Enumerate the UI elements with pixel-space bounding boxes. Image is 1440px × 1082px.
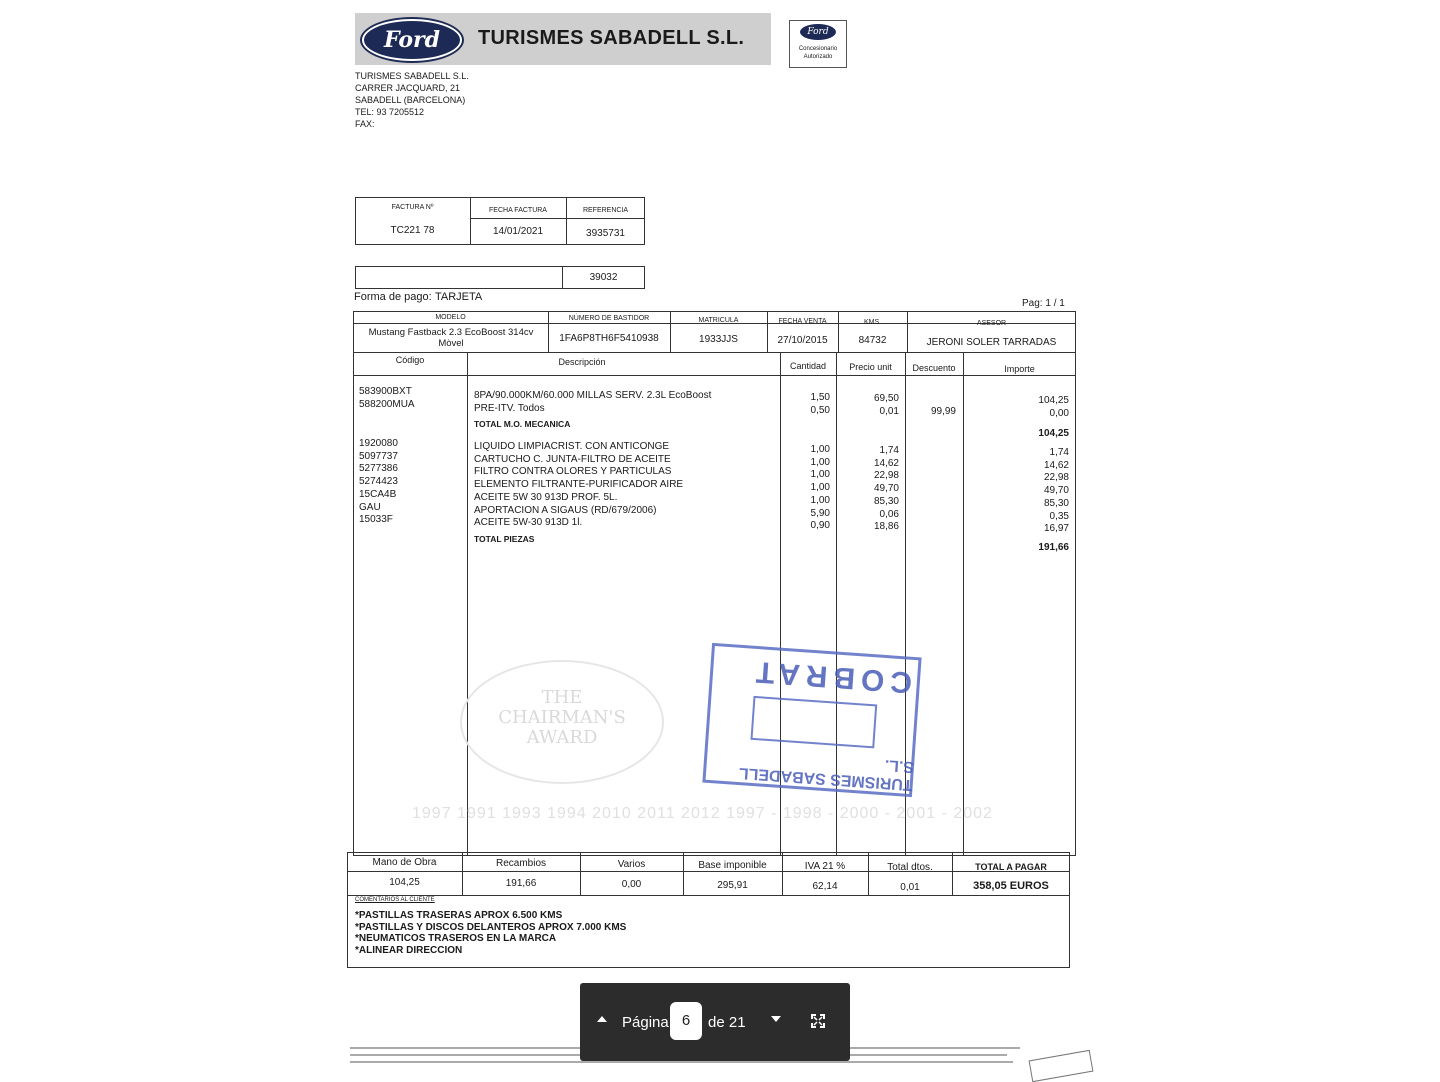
recambios-total: 191,66	[505, 878, 537, 889]
total-pagar: 358,05 EUROS	[973, 880, 1049, 892]
mo-descuento: 99,99	[930, 406, 956, 417]
factura-number: TC221 78	[390, 225, 435, 236]
piezas-descripciones: LIQUIDO LIMPIACRIST. CON ANTICONGE CARTUCHO C. JUNTA-FILTRO DE ACEITE FILTRO CONTRA OLORES Y PARTICULAS ELEMENTO FILTRANTE-PURIFICADOR AIRE ACEITE 5W 30 913D PROF. 5L. APORTACION A SIGAUS (RD/679/2006) ACEITE 5W-30 913D 1l.	[474, 441, 684, 529]
total-dtos: 0,01	[900, 882, 920, 893]
company-address: TURISMES SABADELL S.L. CARRER JACQUARD, 21 SABADELL (BARCELONA) TEL: 93 7205512 FAX:	[355, 71, 469, 129]
forma-pago-label: Forma de pago:	[354, 291, 432, 303]
fecha-venta-label: FECHA VENTA	[778, 318, 827, 325]
iva-total: 62,14	[812, 881, 838, 892]
chairmans-award-watermark	[460, 660, 664, 784]
fecha-venta: 27/10/2015	[777, 335, 828, 346]
dealer-badge-caption: Concesionario Autorizado	[798, 46, 838, 60]
mo-total: 104,25	[1038, 428, 1069, 439]
col-descuento-header: Descuento	[912, 363, 956, 373]
company-title: TURISMES SABADELL S.L.	[478, 27, 745, 49]
piezas-cantidades: 1,00 1,00 1,00 1,00 1,00 5,90 0,90	[810, 444, 830, 532]
ford-small-logo: Ford	[800, 24, 836, 40]
col-importe-header: Importe	[1004, 364, 1035, 374]
stamp-company-text: TURISMES SABADELL S.L.	[738, 756, 915, 794]
chevron-up-icon[interactable]	[594, 1011, 610, 1027]
mo-importes: 104,25 0,00	[1038, 395, 1069, 419]
piezas-codigos: 1920080 5097737 5277386 5274423 15CA4B GAU 15033F	[359, 438, 398, 526]
factura-label: FACTURA Nº	[391, 204, 434, 211]
base-imponible-label: Base imponible	[698, 860, 767, 871]
kms: 84732	[858, 335, 887, 346]
referencia: 3935731	[586, 228, 625, 239]
col-descripcion-header: Descripción	[558, 357, 606, 367]
asesor-label: ASESOR	[976, 320, 1007, 327]
mo-total-label: TOTAL M.O. MECANICA	[474, 419, 571, 429]
client-comments: *PASTILLAS TRASERAS APROX 6.500 KMS *PASTILLAS Y DISCOS DELANTEROS APROX 7.000 KMS *NEUMATICOS TRASEROS EN LA MARCA *ALINEAR DIRECCION	[355, 910, 627, 956]
page-navigation-toolbar	[580, 983, 850, 1061]
bastidor: 1FA6P8TH6F5410938	[559, 333, 659, 344]
dealer-badge	[789, 20, 847, 68]
recambios-label: Recambios	[495, 858, 547, 869]
mano-obra-total: 104,25	[389, 877, 420, 888]
ford-logo	[362, 19, 462, 61]
corner-stamp	[1029, 1050, 1094, 1082]
ford-logo-text: Ford	[383, 27, 441, 53]
fecha-factura: 14/01/2021	[492, 226, 544, 237]
page-counter: Pag: 1 / 1	[1022, 298, 1065, 309]
varios-label: Varios	[617, 859, 646, 870]
page-label: Página	[622, 1014, 669, 1031]
page-number-input[interactable]: 6	[670, 1002, 702, 1040]
award-text: THE CHAIRMAN'S AWARD	[498, 687, 626, 748]
col-precio-header: Precio unit	[849, 362, 892, 372]
comments-label: COMENTARIOS AL CLIENTE	[355, 897, 435, 903]
piezas-total-label: TOTAL PIEZAS	[474, 534, 535, 544]
asesor: JERONI SOLER TARRADAS	[926, 337, 1057, 348]
varios-total: 0,00	[621, 879, 642, 890]
iva-label: IVA 21 %	[804, 861, 846, 872]
piezas-importes: 1,74 14,62 22,98 49,70 85,30 0,35 16,97	[1043, 447, 1069, 535]
mo-descripciones: 8PA/90.000KM/60.000 MILLAS SERV. 2.3L EcoBoost PRE-ITV. Todos	[474, 390, 712, 414]
piezas-precios: 1,74 14,62 22,98 49,70 85,30 0,06 18,86	[873, 445, 899, 533]
forma-pago: TARJETA	[435, 291, 483, 303]
total-pagar-label: TOTAL A PAGAR	[975, 862, 1047, 872]
matricula-label: MATRICULA	[698, 317, 739, 324]
mo-codigos: 583900BXT 588200MUA	[359, 386, 415, 410]
chevron-down-icon[interactable]	[768, 1011, 784, 1027]
cobrat-stamp	[702, 643, 921, 797]
mano-obra-label: Mano de Obra	[372, 857, 437, 868]
fullscreen-icon[interactable]	[810, 1013, 826, 1029]
client-code: 39032	[589, 272, 618, 283]
referencia-label: REFERENCIA	[582, 207, 629, 214]
total-dtos-label: Total dtos.	[887, 862, 933, 873]
kms-label: KMS.	[863, 319, 882, 326]
mo-precios: 69,50 0,01	[873, 393, 899, 417]
piezas-total: 191,66	[1038, 542, 1069, 553]
stamp-cobrat-text: COBRAT	[749, 654, 914, 699]
page-total: de 21	[708, 1014, 746, 1031]
col-codigo-header: Código	[395, 355, 425, 365]
bastidor-label: NÚMERO DE BASTIDOR	[568, 315, 650, 322]
modelo: Mustang Fastback 2.3 EcoBoost 314cv Mòvel	[368, 327, 534, 349]
award-years-watermark: 1997 1991 1993 1994 2010 2011 2012 1997 - 1998 - 2000 - 2001 - 2002	[412, 805, 993, 822]
fecha-factura-label: FECHA FACTURA	[489, 207, 547, 214]
matricula: 1933JJS	[699, 334, 738, 345]
col-cantidad-header: Cantidad	[789, 361, 827, 371]
modelo-label: MODELO	[435, 314, 466, 321]
base-imponible: 295,91	[717, 880, 748, 891]
mo-cantidades: 1,50 0,50	[810, 392, 830, 416]
